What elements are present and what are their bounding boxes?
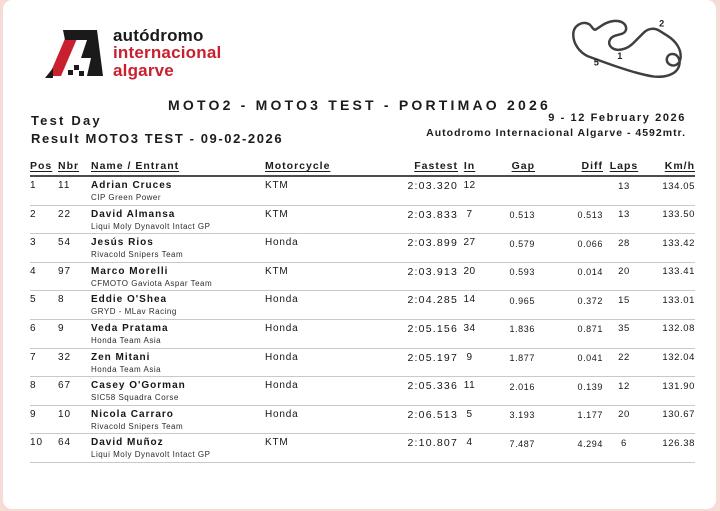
column-header-nbr: Nbr [58,160,80,172]
rider-name: Zen Mitani [91,351,151,363]
cell-number: 54 [58,237,72,249]
cell-diff: 0.513 [577,210,603,221]
cell-diff: 0.871 [577,324,603,335]
cell-diff: 1.177 [577,410,603,421]
column-header-laps: Laps [609,160,639,172]
cell-laps: 13 [618,209,630,221]
track-map-icon [562,8,700,92]
cell-number: 9 [58,322,65,334]
cell-position: 3 [30,237,37,249]
cell-gap: 7.487 [509,438,535,449]
cell-fastest-lap: 2:05.197 [407,351,458,364]
cell-name-entrant [91,264,265,291]
session-block [31,113,283,146]
cell-kmh: 132.04 [662,352,695,364]
cell-diff: 4.294 [577,438,603,449]
cell-position: 7 [30,351,37,363]
cell-name-entrant [91,292,265,319]
cell-in-lap: 20 [463,265,476,277]
cell-kmh: 130.67 [662,409,695,421]
table-row [30,320,695,349]
column-header-gap: Gap [511,160,535,172]
table-row [30,291,695,320]
table-header-row [30,160,695,177]
cell-name-entrant [91,207,265,234]
cell-motorcycle: KTM [265,180,289,191]
column-header-kmh: Km/h [664,160,695,172]
venue-block [426,112,686,139]
cell-fastest-lap: 2:03.320 [407,180,458,192]
cell-position: 8 [30,380,37,392]
cell-gap: 0.513 [509,210,535,221]
cell-diff: 0.139 [577,381,603,392]
cell-number: 32 [58,351,72,363]
cell-motorcycle: Honda [265,294,299,306]
cell-laps: 22 [618,352,630,364]
cell-in-lap: 12 [463,180,476,191]
column-header-name-entrant: Name / Entrant [91,160,180,172]
cell-motorcycle: KTM [265,265,289,277]
track-sector-label-2: 2 [659,18,665,29]
logo-line-3: algarve [113,60,174,80]
logo-line-1: autódromo [113,26,204,45]
cell-laps: 15 [618,294,630,306]
rider-entrant: Rivacold Snipers Team [91,421,184,431]
cell-kmh: 133.50 [662,209,695,221]
cell-number: 22 [58,208,72,220]
cell-position: 2 [30,208,37,220]
cell-fastest-lap: 2:04.285 [407,294,458,307]
rider-entrant: CIP Green Power [91,193,162,202]
cell-fastest-lap: 2:06.513 [407,408,458,421]
cell-name-entrant [91,178,265,205]
cell-motorcycle: Honda [265,380,299,392]
cell-laps: 6 [621,437,627,449]
cell-number: 11 [58,180,71,191]
results-body [30,177,695,463]
results-sheet-page [3,0,716,509]
rider-entrant: Liqui Moly Dynavolt Intact GP [91,221,211,231]
rider-name: Veda Pratama [91,322,169,334]
cell-position: 5 [30,294,37,306]
column-header-diff: Diff [581,160,603,172]
table-row [30,434,695,463]
cell-number: 10 [58,408,72,420]
cell-gap: 3.193 [509,410,535,421]
cell-gap: 0.579 [509,238,535,249]
rider-name: David Muñoz [91,437,164,449]
cell-gap: 2.016 [509,381,535,392]
logo-wordmark [113,27,221,79]
cell-laps: 20 [618,409,630,421]
cell-motorcycle: Honda [265,408,299,420]
cell-gap [481,178,541,205]
cell-in-lap: 34 [463,322,476,334]
rider-entrant: Honda Team Asia [91,364,162,374]
rider-entrant: SIC58 Squadra Corse [91,393,179,403]
cell-position: 9 [30,408,37,420]
rider-entrant: Rivacold Snipers Team [91,250,184,260]
logo-line-2: internacional [113,43,222,63]
session-name: Test Day [31,113,102,128]
cell-in-lap: 14 [463,294,476,306]
column-header-in: In [463,160,476,172]
cell-name-entrant [91,235,265,262]
column-header-motorcycle: Motorcycle [265,160,331,172]
table-row [30,206,695,235]
cell-position: 1 [30,180,37,191]
rider-name: Marco Morelli [91,265,169,277]
cell-number: 64 [58,437,72,449]
cell-laps: 12 [618,380,630,392]
rider-name: Nicola Carraro [91,408,174,420]
cell-motorcycle: KTM [265,208,289,220]
cell-motorcycle: Honda [265,351,299,363]
table-row [30,263,695,292]
cell-in-lap: 7 [466,208,473,220]
cell-number: 97 [58,265,72,277]
cell-laps: 20 [618,266,630,278]
cell-laps: 28 [618,237,630,249]
cell-motorcycle: Honda [265,322,299,334]
rider-name: Casey O'Gorman [91,380,186,392]
cell-position: 6 [30,322,37,334]
cell-diff: 0.372 [577,295,603,306]
rider-name: Eddie O'Shea [91,294,168,306]
cell-diff [541,178,605,205]
cell-fastest-lap: 2:10.807 [407,437,458,450]
table-row [30,234,695,263]
cell-kmh: 133.41 [662,266,695,278]
rider-name: David Almansa [91,208,176,220]
cell-name-entrant [91,378,265,405]
algarve-logo [41,24,221,82]
cell-in-lap: 4 [466,437,473,449]
cell-fastest-lap: 2:03.899 [407,237,458,250]
cell-kmh: 134.05 [662,180,695,192]
table-row [30,377,695,406]
cell-gap: 1.877 [509,353,535,364]
cell-motorcycle: Honda [265,237,299,249]
rider-name: Adrian Cruces [91,180,173,191]
rider-name: Jesús Rios [91,237,154,249]
cell-name-entrant [91,407,265,434]
cell-number: 8 [58,294,65,306]
results-table [30,160,695,463]
cell-kmh: 132.08 [662,323,695,335]
cell-gap: 1.836 [509,324,535,335]
table-row [30,406,695,435]
rider-entrant: GRYD - MLav Racing [91,307,177,317]
cell-laps: 13 [618,180,630,192]
cell-diff: 0.014 [577,267,603,278]
algarve-a-mark-icon [41,24,105,82]
venue-info: Autodromo Internacional Algarve - 4592mtr. [426,127,686,139]
cell-in-lap: 11 [463,380,476,392]
event-dates: 9 - 12 February 2026 [548,112,686,124]
cell-fastest-lap: 2:03.913 [407,265,458,278]
cell-position: 4 [30,265,37,277]
cell-fastest-lap: 2:05.336 [407,380,458,393]
cell-gap: 0.965 [509,295,535,306]
cell-laps: 35 [618,323,630,335]
cell-fastest-lap: 2:03.833 [407,208,458,221]
cell-in-lap: 9 [466,351,473,363]
result-title: Result MOTO3 TEST - 09-02-2026 [31,131,284,146]
cell-fastest-lap: 2:05.156 [407,322,458,335]
cell-kmh: 133.01 [662,294,695,306]
cell-motorcycle: KTM [265,437,289,449]
cell-number: 67 [58,380,72,392]
cell-position: 10 [30,437,44,449]
track-sector-label-5: 5 [593,57,599,68]
track-sector-label-1: 1 [617,51,623,62]
cell-diff: 0.041 [577,353,603,364]
column-header-fastest: Fastest [414,160,458,172]
table-row [30,349,695,378]
column-header-pos: Pos [30,160,53,172]
cell-in-lap: 27 [463,237,476,249]
cell-gap: 0.593 [509,267,535,278]
rider-entrant: Liqui Moly Dynavolt Intact GP [91,450,211,460]
cell-name-entrant [91,350,265,377]
event-title: MOTO2 - MOTO3 TEST - PORTIMAO 2026 [168,97,551,113]
cell-name-entrant [91,321,265,348]
table-row [30,177,695,206]
rider-entrant: Honda Team Asia [91,335,162,345]
cell-name-entrant [91,435,265,462]
cell-kmh: 126.38 [662,437,695,449]
cell-in-lap: 5 [466,408,473,420]
cell-diff: 0.066 [577,238,603,249]
rider-entrant: CFMOTO Gaviota Aspar Team [91,278,213,288]
cell-kmh: 133.42 [662,237,695,249]
cell-kmh: 131.90 [662,380,695,392]
